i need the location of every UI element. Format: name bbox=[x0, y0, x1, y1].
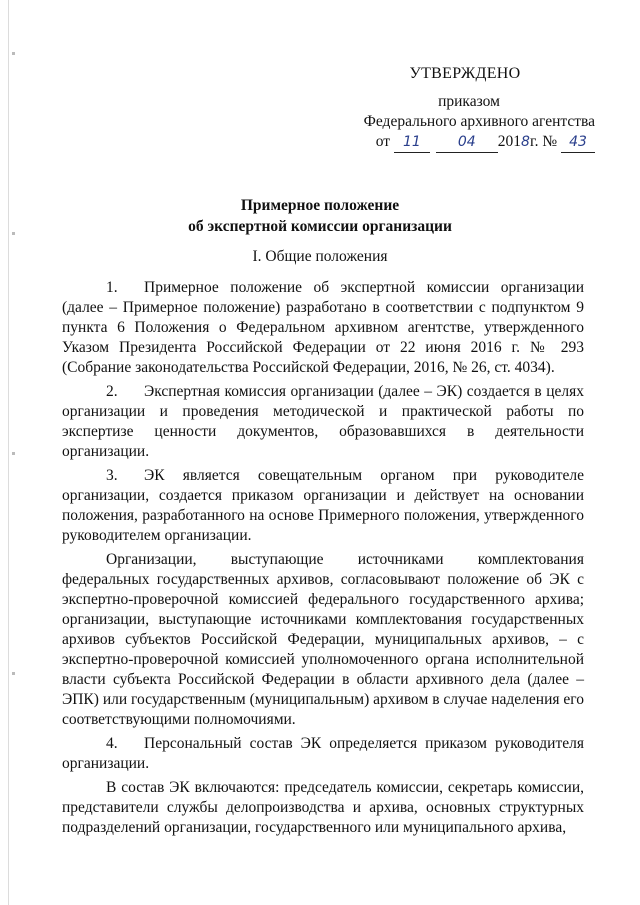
paragraph-number: 1. bbox=[106, 279, 118, 296]
approval-date-month: 04 bbox=[436, 132, 498, 153]
paragraph-number: 3. bbox=[106, 467, 118, 484]
paragraph-text: Персональный состав ЭК определяется приказом руководителя организации. bbox=[62, 735, 584, 772]
paragraph-number: 4. bbox=[106, 735, 118, 752]
paragraph-text: В состав ЭК включаются: председатель комиссии, секретарь комиссии, представители службы делопроизводства и архива, основных структурных подразделений организации, государственного или муниципального архива, bbox=[62, 779, 584, 836]
paragraph bbox=[62, 382, 584, 462]
paragraph bbox=[62, 278, 584, 378]
approval-from-label: от bbox=[375, 133, 391, 150]
approval-block bbox=[325, 64, 595, 153]
scan-mark bbox=[12, 672, 15, 675]
document-title-line: Примерное положение bbox=[240, 197, 400, 214]
paragraph bbox=[62, 466, 584, 546]
paragraph-text: Примерное положение об экспертной комиссии организации (далее – Примерное положение) разработано в соответствии с подпунктом 9 пункта 6 Положения о Федеральном архивном агентстве, утвержденного Указом Президента Российской Федерации от 22 июня 2016 г. № 293 (Собрание законодательства Российской Федерации, 2016, № 26, ст. 4034). bbox=[62, 279, 584, 376]
paragraph-number: 2. bbox=[106, 383, 118, 400]
scan-mark bbox=[12, 52, 15, 55]
approval-number: 43 bbox=[561, 132, 595, 153]
document-body bbox=[62, 278, 584, 842]
scan-mark bbox=[12, 452, 15, 455]
approval-year-prefix: 201 bbox=[497, 133, 522, 150]
approval-word: УТВЕРЖДЕНО bbox=[409, 65, 521, 82]
paragraph bbox=[62, 550, 584, 730]
paragraph-text: ЭК является совещательным органом при руководителе организации, создается приказом организации и действует на основании положения, разработанного на основе Примерного положения, утвержденного руководителем организации. bbox=[62, 467, 584, 544]
scan-edge-line bbox=[8, 0, 9, 905]
approval-agency: Федерального архивного агентства bbox=[363, 113, 595, 130]
approval-year-digit: 8 bbox=[521, 134, 530, 150]
paragraph-text: Организации, выступающие источниками комплектования федеральных государственных архивов, согласовывают положение об ЭК с экспертно-проверочной комиссией федерального государственного архива; организации, выступающие источниками комплектования государственных архивов субъектов Российской Федерации, муниципальных архивов, – с экспертно-проверочной комиссией уполномоченного органа исполнительной власти субъекта Российской Федерации в области архивного дела (далее – ЭПК) или государственным (муниципальным) архивом в случае наделения его соответствующими полномочиями. bbox=[62, 551, 584, 728]
approval-order-label: приказом bbox=[438, 93, 500, 110]
section-heading: I. Общие положения bbox=[252, 248, 388, 265]
approval-date-day: 11 bbox=[394, 132, 430, 153]
paragraph bbox=[62, 734, 584, 774]
paragraph bbox=[62, 778, 584, 838]
approval-date-line bbox=[325, 132, 595, 153]
paragraph-text: Экспертная комиссия организации (далее – ЭК) создается в целях организации и проведения методической и практической работы по экспертизе ценности документов, образовавшихся в деятельности организации. bbox=[62, 383, 584, 460]
approval-year-suffix: г. № bbox=[529, 133, 558, 150]
document-title bbox=[0, 195, 640, 237]
document-title-line: об экспертной комиссии организации bbox=[188, 218, 452, 235]
